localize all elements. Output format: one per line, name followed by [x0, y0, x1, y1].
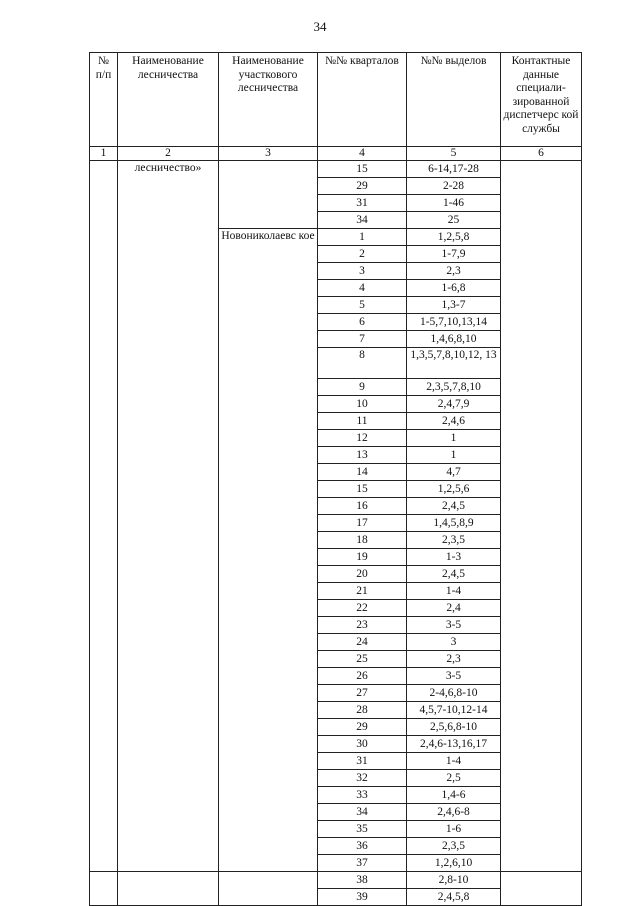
quarter-cell: 24	[318, 634, 407, 651]
plots-cell: 1,4-6	[407, 787, 501, 804]
quarter-cell: 22	[318, 600, 407, 617]
table-body	[90, 147, 582, 906]
plots-cell: 4,5,7-10,12-14	[407, 702, 501, 719]
quarter-cell: 29	[318, 719, 407, 736]
plots-cell: 2,8-10	[407, 872, 501, 889]
column-number-row	[90, 147, 582, 161]
plots-cell: 1	[407, 447, 501, 464]
quarter-cell: 3	[318, 263, 407, 280]
plots-cell: 1-4	[407, 753, 501, 770]
quarter-cell: 20	[318, 566, 407, 583]
plots-cell: 1-7,9	[407, 246, 501, 263]
page-number: 34	[313, 19, 327, 34]
quarter-cell: 35	[318, 821, 407, 838]
plots-cell: 1,4,6,8,10	[407, 331, 501, 348]
quarter-cell: 37	[318, 855, 407, 872]
quarter-cell: 39	[318, 889, 407, 906]
plots-cell: 4,7	[407, 464, 501, 481]
quarter-cell: 19	[318, 549, 407, 566]
quarter-cell: 4	[318, 280, 407, 297]
quarter-cell: 14	[318, 464, 407, 481]
quarter-cell: 29	[318, 178, 407, 195]
contacts-cell	[501, 872, 582, 906]
quarter-cell: 13	[318, 447, 407, 464]
quarter-cell: 15	[318, 161, 407, 178]
plots-cell: 3	[407, 634, 501, 651]
quarter-cell: 9	[318, 379, 407, 396]
plots-cell: 2,4,7,9	[407, 396, 501, 413]
quarter-cell: 18	[318, 532, 407, 549]
plots-cell: 2,4,6-8	[407, 804, 501, 821]
sub-forestry-cell	[219, 872, 318, 906]
quarter-cell: 31	[318, 195, 407, 212]
plots-cell: 3-5	[407, 617, 501, 634]
plots-cell: 2,3,5	[407, 532, 501, 549]
contacts-cell	[501, 161, 582, 872]
header-row	[90, 53, 582, 147]
plots-cell: 25	[407, 212, 501, 229]
header-num: № п/п	[90, 53, 118, 147]
col-number: 4	[318, 147, 407, 161]
header-plots: №№ выделов	[407, 53, 501, 147]
table-row	[90, 872, 582, 889]
quarter-cell: 32	[318, 770, 407, 787]
header-quarters: №№ кварталов	[318, 53, 407, 147]
plots-cell: 2,4	[407, 600, 501, 617]
plots-cell: 1	[407, 430, 501, 447]
plots-cell: 1-6,8	[407, 280, 501, 297]
col-number: 6	[501, 147, 582, 161]
plots-cell: 3-5	[407, 668, 501, 685]
plots-cell: 1-6	[407, 821, 501, 838]
plots-cell: 1,2,6,10	[407, 855, 501, 872]
forestry-name-cell	[118, 161, 219, 872]
plots-cell: 2-4,6,8-10	[407, 685, 501, 702]
plots-cell: 2,4,6	[407, 413, 501, 430]
row-number-cell	[90, 872, 118, 906]
forestry-table	[89, 52, 582, 906]
quarter-cell: 27	[318, 685, 407, 702]
quarter-cell: 28	[318, 702, 407, 719]
quarter-cell: 34	[318, 804, 407, 821]
quarter-cell: 6	[318, 314, 407, 331]
quarter-cell: 30	[318, 736, 407, 753]
sub-forestry-empty-cell	[219, 161, 318, 229]
quarter-cell: 34	[318, 212, 407, 229]
quarter-cell: 21	[318, 583, 407, 600]
plots-cell: 2,3	[407, 651, 501, 668]
col-number: 5	[407, 147, 501, 161]
plots-cell: 2,5,6,8-10	[407, 719, 501, 736]
plots-cell: 1,2,5,8	[407, 229, 501, 246]
col-number: 2	[118, 147, 219, 161]
quarter-cell: 26	[318, 668, 407, 685]
quarter-cell: 5	[318, 297, 407, 314]
plots-cell: 1,4,5,8,9	[407, 515, 501, 532]
quarter-cell: 11	[318, 413, 407, 430]
quarter-cell: 1	[318, 229, 407, 246]
quarter-cell: 15	[318, 481, 407, 498]
col-number: 3	[219, 147, 318, 161]
quarter-cell: 33	[318, 787, 407, 804]
plots-cell: 1-4	[407, 583, 501, 600]
plots-cell: 2,4,5	[407, 566, 501, 583]
plots-cell: 2,3,5	[407, 838, 501, 855]
plots-cell: 2,4,5,8	[407, 889, 501, 906]
header-sub-forestry: Наименование участкового лесничества	[219, 53, 318, 147]
quarter-cell: 2	[318, 246, 407, 263]
quarter-cell: 36	[318, 838, 407, 855]
plots-cell: 6-14,17-28	[407, 161, 501, 178]
plots-cell: 1-3	[407, 549, 501, 566]
quarter-cell: 31	[318, 753, 407, 770]
header-contacts: Контактные данные специали-зированной диспетчерс кой службы	[501, 53, 582, 147]
quarter-cell: 17	[318, 515, 407, 532]
plots-cell: 2,4,6-13,16,17	[407, 736, 501, 753]
quarter-cell: 38	[318, 872, 407, 889]
quarter-cell: 23	[318, 617, 407, 634]
quarter-cell: 10	[318, 396, 407, 413]
quarter-cell: 25	[318, 651, 407, 668]
plots-cell: 2,4,5	[407, 498, 501, 515]
plots-cell: 1-46	[407, 195, 501, 212]
forestry-name: лесничество»	[134, 162, 202, 174]
col-number: 1	[90, 147, 118, 161]
plots-cell: 2,3	[407, 263, 501, 280]
sub-forestry-cell	[219, 229, 318, 872]
table-row	[90, 161, 582, 178]
quarter-cell: 7	[318, 331, 407, 348]
quarter-cell: 16	[318, 498, 407, 515]
quarter-cell: 12	[318, 430, 407, 447]
header-forestry: Наименование лесничества	[118, 53, 219, 147]
row-number-cell	[90, 161, 118, 872]
plots-cell: 1,3,5,7,8,10,12, 13	[407, 348, 501, 379]
plots-cell: 1-5,7,10,13,14	[407, 314, 501, 331]
quarter-cell: 8	[318, 348, 407, 379]
forestry-name-cell	[118, 872, 219, 906]
plots-cell: 1,2,5,6	[407, 481, 501, 498]
plots-cell: 2-28	[407, 178, 501, 195]
plots-cell: 1,3-7	[407, 297, 501, 314]
plots-cell: 2,3,5,7,8,10	[407, 379, 501, 396]
sub-forestry-name: Новониколаевс кое	[221, 230, 315, 242]
plots-cell: 2,5	[407, 770, 501, 787]
